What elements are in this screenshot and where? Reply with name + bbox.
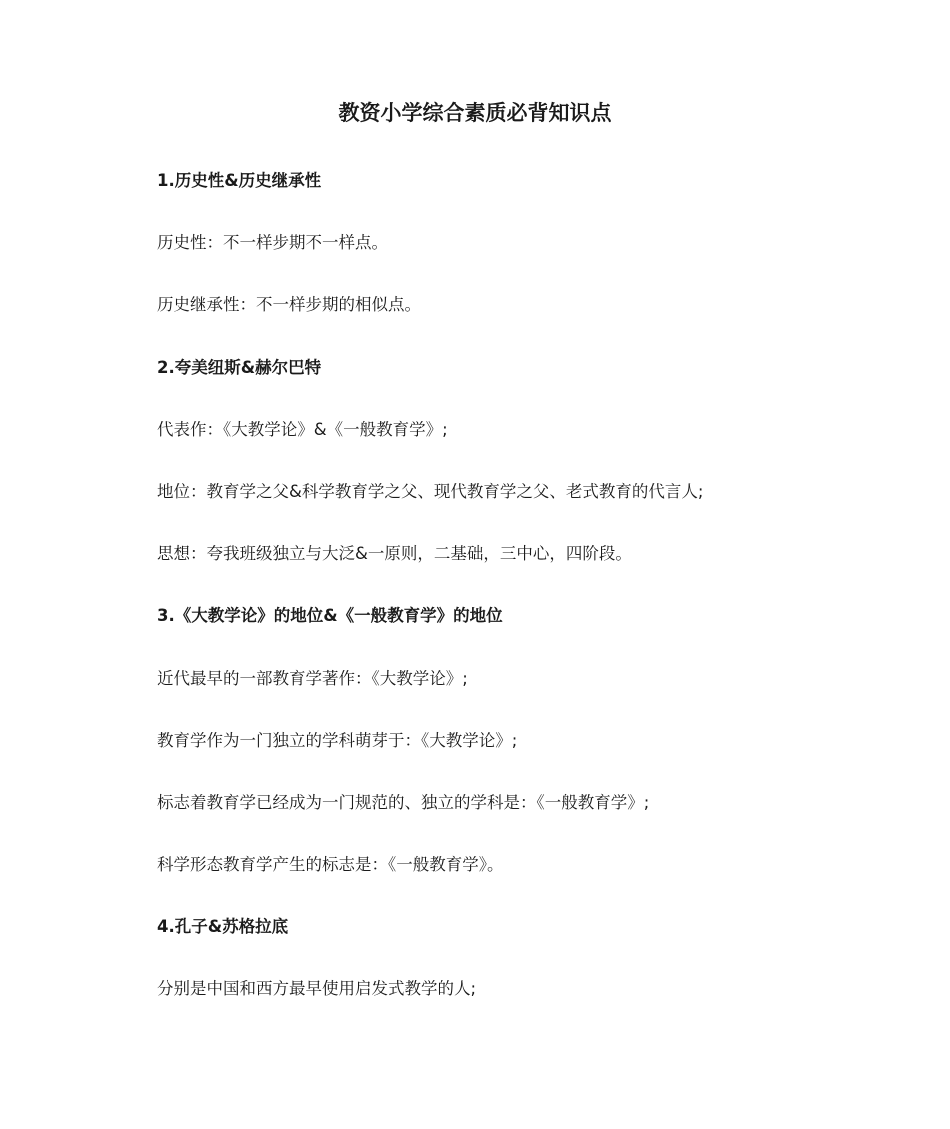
section-heading-2: 2.夸美纽斯&赫尔巴特	[157, 357, 322, 377]
section-heading-3: 3.《大教学论》的地位&《一般教育学》的地位	[157, 606, 503, 626]
section-heading-4: 4.孔子&苏格拉底	[157, 917, 289, 937]
document-title: 教资小学综合素质必背知识点	[338, 101, 612, 125]
paragraph-status: 地位：教育学之父&科学教育学之父、现代教育学之父、老式教育的代言人;	[157, 481, 704, 501]
document-body	[157, 167, 857, 1038]
paragraph-representative-works: 代表作：《大教学论》&《一般教育学》;	[157, 419, 448, 439]
paragraph-thought: 思想：夸我班级独立与大泛&一原则，二基础，三中心，四阶段。	[157, 544, 632, 564]
paragraph-sprouting: 教育学作为一门独立的学科萌芽于：《大教学论》;	[157, 730, 518, 750]
paragraph-earliest-work: 近代最早的一部教育学著作：《大教学论》;	[157, 668, 468, 688]
paragraph-historical-inheritance: 历史继承性：不一样步期的相似点。	[157, 295, 421, 315]
paragraph-scientific-form: 科学形态教育学产生的标志是：《一般教育学》。	[157, 855, 504, 875]
paragraph-historicity: 历史性：不一样步期不一样点。	[157, 233, 388, 253]
section-heading-1: 1.历史性&历史继承性	[157, 171, 322, 190]
paragraph-heuristic-teaching: 分别是中国和西方最早使用启发式教学的人;	[157, 979, 477, 999]
paragraph-standard-discipline: 标志着教育学已经成为一门规范的、独立的学科是：《一般教育学》;	[157, 792, 650, 812]
